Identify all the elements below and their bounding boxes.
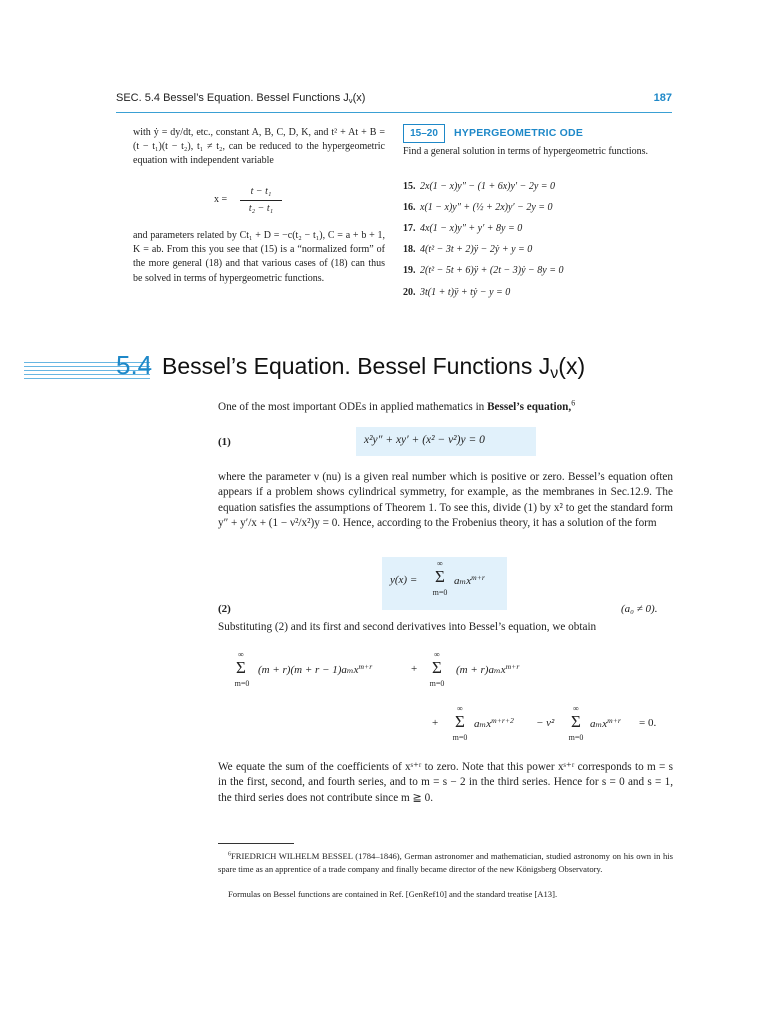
problem-item: 16. x(1 − x)y″ + (½ + 2x)y′ − 2y = 0 (403, 202, 553, 213)
equation-2-box (382, 557, 507, 610)
equation-1-box (356, 427, 536, 456)
sigma-symbol: Σ (571, 712, 581, 731)
series-term: (m + r)aₘx$^{m+r}$ (456, 661, 520, 676)
equation-2-condition: (a₀ ≠ 0). (621, 603, 658, 615)
equation-2-label: (2) (218, 603, 231, 615)
equation-2-term: aₘx$^{m+r}$ (454, 572, 485, 587)
page-number: 187 (653, 92, 672, 104)
substitution-lhs: x = (214, 194, 228, 205)
series-equation-line-1 (228, 650, 548, 695)
substitution-equation (214, 184, 294, 218)
left-column-after: and parameters related by Ct₁ + D = −c(t₂ − t₁), C = a + b + 1, K = ab. From this you see that (15) is a “normalized form” of the more general (18) and that various cases of (18) can thus be solved in terms of hypergeometric functions. (133, 230, 385, 284)
problem-item: 19. 2(t² − 5t + 6)ÿ + (2t − 3)ẏ − 8y = 0 (403, 265, 564, 276)
sigma-symbol: Σ (455, 712, 465, 731)
equation-2-lhs: y(x) = (390, 574, 418, 586)
sum-upper-limit: ∞ (434, 650, 440, 659)
substitution-numerator: t − t₁ (250, 186, 272, 197)
sum-upper-limit: ∞ (457, 704, 463, 713)
equation-1: x²y″ + xy′ + (x² − ν²)y = 0 (364, 434, 485, 446)
sum-upper-limit: ∞ (573, 704, 579, 713)
problem-instruction: Find a general solution in terms of hypergeometric functions. (403, 146, 649, 157)
section-title: Bessel’s Equation. Bessel Functions $J_\nu(x)$ (162, 353, 586, 383)
series-term: aₘx$^{m+r+2}$ (474, 715, 514, 730)
sum-lower-limit: m=0 (429, 679, 445, 688)
minus-nu-squared: − ν² (536, 717, 555, 729)
problem-item: 18. 4(t² − 3t + 2)ÿ − 2ẏ + y = 0 (403, 244, 533, 255)
sigma-symbol: Σ (432, 658, 442, 677)
equals-zero: = 0. (639, 717, 657, 729)
equation-1-label: (1) (218, 436, 231, 448)
sum-lower-limit: m=0 (452, 733, 468, 742)
series-term: aₘx$^{m+r}$ (590, 715, 621, 730)
body-paragraph: We equate the sum of the coefficients of xˢ⁺ʳ to zero. Note that this power xˢ⁺ʳ corresponds to m = s in the first, second, and fourth series, and to m = s − 2 in the third series. Hence for s = 0 and s = 1, the third series does not contribute since m ≧ 0. (218, 761, 673, 804)
problem-range-box: 15–20 (403, 124, 445, 143)
problem-item: 20. 3t(1 + t)ÿ + tẏ − y = 0 (403, 287, 511, 298)
body-paragraph: where the parameter ν (nu) is a given real number which is positive or zero. Bessel’s equation often appears if a problem shows cylindrical symmetry, for example, as the membranes in Sec.12.9. The equation satisfies the assumptions of Theorem 1. To see this, divide (1) by x² to get the standard form y″ + y′/x + (1 − ν²/x²)y = 0. Hence, according to the Frobenius theory, it has a solution of the form (218, 471, 673, 530)
plus-sign: + (411, 663, 418, 675)
running-header (116, 90, 672, 113)
plus-sign: + (432, 717, 439, 729)
series-equation-line-2 (432, 704, 672, 749)
running-header-section: SEC. 5.4 Bessel’s Equation. Bessel Functions $J_\nu(x)$ (116, 92, 366, 105)
sigma-symbol: Σ (236, 658, 246, 677)
footnote-rule (218, 843, 294, 844)
left-column-intro: with ẏ = dy/dt, etc., constant A, B, C, D, K, and t² + At + B = (t − t₁)(t − t₂), t₁ ≠ t₂, can be reduced to the hypergeometric equation with independent variable (133, 127, 385, 167)
sum-upper-limit: ∞ (238, 650, 244, 659)
substitution-denominator: t₂ − t₁ (248, 203, 274, 214)
problem-item: 17. 4x(1 − x)y″ + y′ + 8y = 0 (403, 223, 523, 234)
problem-item: 15. 2x(1 − x)y″ − (1 + 6x)y′ − 2y = 0 (403, 181, 556, 192)
sum-lower-limit: m=0 (432, 588, 448, 597)
series-term: (m + r)(m + r − 1)aₘx$^{m+r}$ (258, 661, 373, 676)
sigma-symbol: Σ (435, 567, 445, 586)
body-intro: One of the most important ODEs in applied mathematics in Bessel’s equation,$^6$ (218, 398, 576, 413)
sum-lower-limit: m=0 (568, 733, 584, 742)
sum-lower-limit: m=0 (234, 679, 250, 688)
body-paragraph: Substituting (2) and its first and second derivatives into Bessel’s equation, we obtain (218, 621, 597, 633)
footnote: $^6$FRIEDRICH WILHELM BESSEL (1784–1846), German astronomer and mathematician, studied astronomy on his own in his spare time as an apprentice of a trade company and finally became director of the new Königsberg Observatory. (218, 851, 673, 874)
footnote-reference: Formulas on Bessel functions are contained in Ref. [GenRef10] and the standard treatise [A13]. (228, 889, 558, 899)
sum-upper-limit: ∞ (437, 559, 443, 568)
fraction-bar (240, 200, 282, 201)
problem-set-title: HYPERGEOMETRIC ODE (454, 127, 584, 139)
section-number: 5.4 (116, 350, 153, 380)
